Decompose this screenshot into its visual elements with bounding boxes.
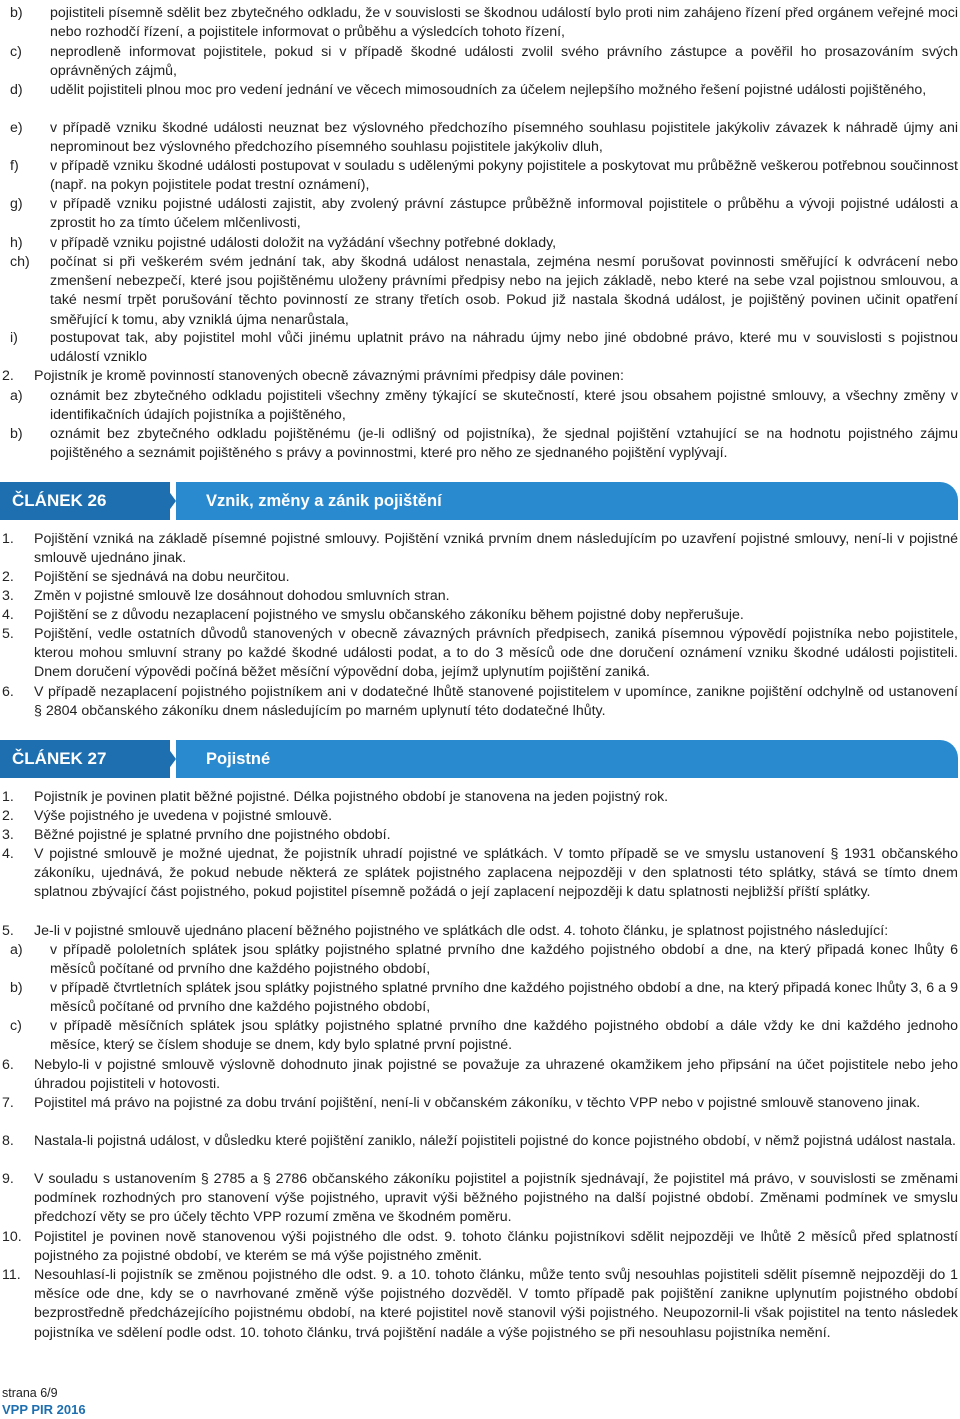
item-text: Pojistník je povinen platit běžné pojistné. Délka pojistného období je stanovena na jeden pojistný rok. [34,789,669,805]
list-item [0,329,958,367]
item-text: oznámit bez zbytečného odkladu pojištěnému (je-li odlišný od pojistníka), že sjednal pojištění vztahující se na hodnotu pojistného zájmu pojištěného a seznámit pojištěného s právy a povinnostmi, které pro něho ze sjednaného pojištění vyplývají. [50,426,958,462]
list-item [0,81,958,100]
numbered-item [2,568,958,587]
item-label: 1. [2,531,14,547]
article-header [0,740,958,778]
numbered-item [2,1266,958,1343]
item-text: Je-li v pojistné smlouvě ujednáno placení běžného pojistného ve splátkách dle odst. 4. tohoto článku, je splatnost pojistného následující: [34,923,889,939]
item-text: v případě vzniku škodné události neuznat bez výslovného předchozího písemného souhlasu pojistitele jakýkoliv závazek k náhradě újmy ani neprominout bez výslovného předchozího písemného souhlasu pojistitele jakýkoliv dluh, [50,120,958,156]
item-label: 3. [2,588,14,604]
item-label: c) [10,44,22,60]
item-label: 8. [2,1133,14,1149]
item-text: počínat si při veškerém svém jednání tak, aby škodná událost nenastala, zejména nesmí porušovat povinnosti směřující k odvrácení nebo zmenšení nebezpečí, které jsou pojištěnému uloženy právními předpisy nebo na jejich základě, nebo které na sebe vzal pojistnou smlouvou, a také nesmí trpět porušování těchto povinností ze strany třetích osob. Pokud již nastala škodná událost, je pojištěný povinen učinit opatření směřující k tomu, aby vzniklá újma nenarůstala, [50,254,958,328]
item-label: g) [10,196,23,212]
item-label: b) [10,5,23,21]
numbered-item [2,625,958,683]
item-label: e) [10,120,23,136]
item-text: v případě vzniku pojistné události zajistit, aby zvolený právní zástupce průběžně informoval pojistitele o průběhu a vývoji pojistné události a zprostit ho za tímto účelem mlčenlivosti, [50,196,958,232]
item-label: d) [10,82,23,98]
item-label: 6. [2,1057,14,1073]
list-item [0,119,958,157]
numbered-item [2,1056,958,1094]
article-header [0,482,958,520]
item-text: Pojistník je kromě povinností stanovených obecně závaznými právními předpisy dále povinen: [34,368,624,384]
numbered-item [2,587,958,606]
numbered-item [2,1228,958,1266]
item-text: Pojištění, vedle ostatních důvodů stanovených v obecně závazných právních předpisech, zaniká písemnou výpovědí pojistníka nebo pojistitele, kterou mohou smluvní strany po každé škodné události podat, a to do 3 měsíců ode dne doručení oznámení vzniku škodné události pojistiteli. Dnem doručení výpovědi počíná běžet měsíční výpovědní doba, jejímž uplynutím pojištění zaniká. [34,626,958,681]
item-label: 2. [2,808,14,824]
item-text: v případě pololetních splátek jsou splátky pojistného splatné prvního dne každého pojistného období a dne, na který připadá konec lhůty 6 měsíců počítané od prvního dne každého pojistného období, [50,942,958,978]
item-text: Výše pojistného je uvedena v pojistné smlouvě. [34,808,333,824]
item-text: Pojištění se sjednává na dobu neurčitou. [34,569,290,585]
item-text: neprodleně informovat pojistitele, pokud si v případě škodné události zvolil svého právního zástupce a pověřil ho prosazováním svých oprávněných zájmů, [50,44,958,80]
numbered-item [2,367,958,386]
item-label: ch) [10,254,30,270]
header-chevron [162,482,176,520]
article-title: Vznik, změny a zánik pojištění [176,482,958,520]
item-label: f) [10,158,19,174]
item-label: a) [10,388,23,404]
numbered-item [2,788,958,807]
numbered-item [2,1132,958,1151]
numbered-item [2,1094,958,1113]
numbered-item [2,683,958,721]
item-label: 10. [2,1229,22,1245]
item-label: a) [10,942,23,958]
item-text: pojistiteli písemně sdělit bez zbytečného odkladu, že v souvislosti se škodnou událostí bylo proti nim zahájeno řízení před orgánem veřejné moci nebo rozhodčí řízení, a pojistitele informovat o průběhu a výsledcích tohoto řízení, [50,5,958,41]
page-number: strana 6/9 [2,1386,58,1400]
item-label: b) [10,426,23,442]
item-text: V pojistné smlouvě je možné ujednat, že pojistník uhradí pojistné ve splátkách. V tomto případě se ve smyslu ustanovení § 1931 občanského zákoníku, ujednává, že pokud nebude některá ze splátek pojistného zaplacena nejpozději v den splatnosti této splátky, stává se tímto dnem splatnou zbývající část pojistného, pokud pojistitel písemně požádá o její zaplacení nejpozději k datu splatnosti nejbližší příští splátky. [34,846,958,901]
item-text: Pojistitel je povinen nově stanovenou výši pojistného dle odst. 9. tohoto článku pojistníkovi sdělit nejpozději ve lhůtě 2 měsíců před splatností pojistného za pojistné období, ve kterém se má výše pojistného změnit. [34,1229,958,1265]
item-text: oznámit bez zbytečného odkladu pojistiteli všechny změny týkající se skutečností, které jsou obsahem pojistné smlouvy, a všechny změny v identifikačních údajích pojistníka a pojištěného, [50,388,958,424]
article-number: ČLÁNEK 26 [0,482,170,520]
list-item [0,4,958,42]
header-chevron [162,740,176,778]
item-text: v případě čtvrtletních splátek jsou splátky pojistného splatné prvního dne každého pojistného období a dne, na který připadá konec lhůty 3, 6 a 9 měsíců počítané od prvního dne každého pojistného období, [50,980,958,1016]
article-title: Pojistné [176,740,958,778]
numbered-item [2,845,958,903]
item-text: V souladu s ustanovením § 2785 a § 2786 občanského zákoníku pojistitel a pojistník sjednávají, že pojistitel má právo, v souvislosti se změnami podmínek rozhodných pro stanovení výše pojistného, upravit výši běžného pojistného na další pojistné období. Změnami podmínek ve smyslu předchozí věty se pro účely těchto VPP rozumí změna ve škodném poměru. [34,1171,958,1226]
numbered-item [2,807,958,826]
list-item [0,43,958,81]
item-label: b) [10,980,23,996]
item-label: 5. [2,923,14,939]
item-label: 11. [2,1267,21,1283]
item-label: 4. [2,607,14,623]
item-text: Pojistitel má právo na pojistné za dobu trvání pojištění, není-li v občanském zákoníku, v těchto VPP nebo v pojistné smlouvě stanoveno jinak. [34,1095,921,1111]
item-text: Nebylo-li v pojistné smlouvě výslovně dohodnuto jinak pojistné se považuje za uhrazené okamžikem jeho připsání na účet pojistitele nebo jeho úhradou pojistiteli v hotovosti. [34,1057,958,1093]
numbered-item [2,606,958,625]
list-item [0,195,958,233]
numbered-item [2,922,958,941]
item-label: 3. [2,827,14,843]
list-item [0,157,958,195]
item-label: 9. [2,1171,14,1187]
item-text: Změn v pojistné smlouvě lze dosáhnout dohodou smluvních stran. [34,588,450,604]
list-item [0,941,958,979]
item-text: v případě měsíčních splátek jsou splátky pojistného splatné prvního dne každého pojistného období a dále vždy ke dni každého jednoho měsíce, který se číslem shoduje se dnem, kdy bylo splatné první pojistné. [50,1018,958,1054]
item-label: 2. [2,368,14,384]
list-item [0,979,958,1017]
item-label: 6. [2,684,14,700]
item-text: v případě vzniku škodné události postupovat v souladu s udělenými pokyny pojistitele a poskytovat mu průběžně veškerou potřebnou součinnost (např. na pokyn pojistitele podat trestní oznámení), [50,158,958,194]
item-label: h) [10,235,23,251]
item-text: Pojištění vzniká na základě písemné pojistné smlouvy. Pojištění vzniká prvním dnem následujícím po uzavření pojistné smlouvy, není-li v pojistné smlouvě ujednáno jinak. [34,531,958,567]
list-item [0,234,958,253]
list-item [0,1017,958,1055]
item-label: i) [10,330,18,346]
item-text: Nesouhlasí-li pojistník se změnou pojistného dle odst. 9. a 10. tohoto článku, může tento svůj nesouhlas pojistiteli sdělit písemně nejpozději do 1 měsíce ode dne, kdy se o navrhované změně výše pojistného dozvěděl. V tomto případě pak pojištění zanikne uplynutím pojistného období bezprostředně předcházejícího pojistnému období, na které pojistitel nově stanovil výši pojistného. Neupozornil-li však pojistitel na tento následek pojistníka ve sdělení podle odst. 10. tohoto článku, trvá pojištění nadále a výše pojistného se při nesouhlasu pojistníka nemění. [34,1267,958,1341]
item-label: 4. [2,846,14,862]
numbered-item [2,530,958,568]
item-text: V případě nezaplacení pojistného pojistníkem ani v dodatečné lhůtě stanovené pojistitelem v upomínce, zanikne pojištění odchylně od ustanovení § 2804 občanského zákoníku dnem následujícím po marném uplynutí této dodatečné lhůty. [34,684,958,720]
item-text: Běžné pojistné je splatné prvního dne pojistného období. [34,827,391,843]
item-text: Pojištění se z důvodu nezaplacení pojistného ve smyslu občanského zákoníku během pojistné doby nepřerušuje. [34,607,744,623]
article-number: ČLÁNEK 27 [0,740,170,778]
item-label: c) [10,1018,22,1034]
item-label: 2. [2,569,14,585]
item-text: udělit pojistiteli plnou moc pro vedení jednání ve věcech mimosoudních za účelem nejlepšího možného řešení pojistné události pojištěného, [50,82,927,98]
list-item [0,387,958,425]
item-label: 5. [2,626,14,642]
list-item [0,425,958,463]
item-label: 7. [2,1095,14,1111]
product-code: VPP PIR 2016 [2,1402,86,1417]
numbered-item [2,826,958,845]
list-item [0,253,958,330]
item-label: 1. [2,789,14,805]
item-text: postupovat tak, aby pojistitel mohl vůči jinému uplatnit právo na náhradu újmy nebo jiné obdobné právo, které mu v souvislosti s pojistnou událostí vzniklo [50,330,958,366]
numbered-item [2,1170,958,1228]
item-text: v případě vzniku pojistné události doložit na vyžádání všechny potřebné doklady, [50,235,557,251]
item-text: Nastala-li pojistná událost, v důsledku které pojištění zaniklo, náleží pojistiteli pojistné do konce pojistného období, v němž pojistná událost nastala. [34,1133,956,1149]
